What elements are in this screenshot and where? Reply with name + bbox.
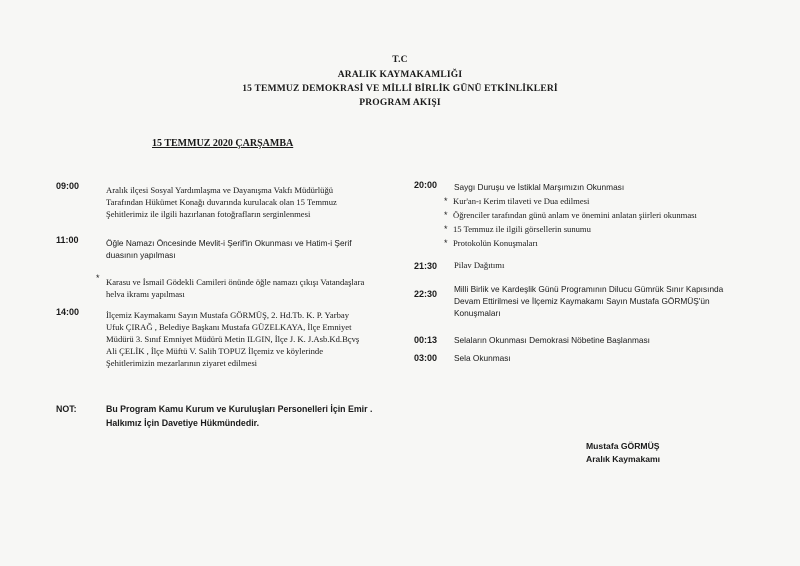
- list-item: * Öğrenciler tarafından günü anlam ve önemini anlatan şiirleri okunması: [444, 210, 697, 220]
- note-line: Halkımız İçin Davetiye Hükmündedir.: [106, 418, 260, 428]
- note-line: Bu Program Kamu Kurum ve Kuruluşları Personelleri İçin Emir .: [106, 404, 373, 414]
- header-event-title: 15 TEMMUZ DEMOKRASİ VE MİLLİ BİRLİK GÜNÜ ETKİNLİKLERİ: [242, 84, 558, 94]
- signatory-title: Aralık Kaymakamı: [586, 454, 661, 464]
- text-line: Aralık ilçesi Sosyal Yardımlaşma ve Dayanışma Vakfı Müdürlüğü: [106, 185, 334, 195]
- event-2000-title: Saygı Duruşu ve İstiklal Marşımızın Okunması: [454, 182, 625, 192]
- text-line: Ufuk ÇIRAĞ , Belediye Başkanı Mustafa GÜZELKAYA, İlçe Emniyet: [106, 322, 352, 332]
- note-text: [106, 402, 372, 430]
- signature-block: [586, 440, 660, 466]
- header-institution: ARALIK KAYMAKAMLIĞI: [337, 70, 463, 80]
- text-line: Tarafından Hükümet Konağı duvarında kurulacak olan 15 Temmuz: [106, 197, 337, 207]
- text-line: helva ikramı yapılması: [106, 289, 185, 299]
- event-1100-text: [106, 237, 352, 261]
- bullet-asterisk: *: [96, 273, 100, 283]
- list-item: * Kur'an-ı Kerim tilaveti ve Dua edilmesi: [444, 196, 590, 206]
- event-2000-bullets: [444, 195, 697, 249]
- time-2130: 21:30: [414, 261, 438, 271]
- list-item: * Protokolün Konuşmaları: [444, 238, 538, 248]
- list-item-text: 15 Temmuz ile ilgili görsellerin sunumu: [453, 224, 591, 234]
- list-item-text: Protokolün Konuşmaları: [453, 238, 538, 248]
- text-line: Müdürü 3. Sınıf Emniyet Müdürü Metin ILGIN, İlçe J. K. J.Asb.Kd.Bçvş: [106, 334, 360, 344]
- event-2130-text: Pilav Dağıtımı: [454, 260, 505, 270]
- text-line: Şehitlerimiz ile ilgili hazırlanan fotoğrafların serginlenmesi: [106, 209, 311, 219]
- text-line: Devam Ettirilmesi ve İlçemiz Kaymakamı Sayın Mustafa GÖRMÜŞ'ün: [454, 296, 710, 306]
- program-date: 15 TEMMUZ 2020 ÇARŞAMBA: [152, 138, 294, 149]
- text-line: Karasu ve İsmail Gödekli Camileri önünde öğle namazı çıkışı Vatandaşlara: [106, 277, 365, 287]
- note-label: NOT:: [56, 404, 77, 414]
- event-2230-text: [454, 283, 723, 319]
- time-1400: 14:00: [56, 307, 80, 317]
- text-line: Öğle Namazı Öncesinde Mevlit-i Şerif'in Okunması ve Hatim-i Şerif: [106, 238, 352, 248]
- text-line: İlçemiz Kaymakamı Sayın Mustafa GÖRMÜŞ, 2. Hd.Tb. K. P. Yarbay: [106, 310, 349, 320]
- event-0900-text: [106, 184, 337, 220]
- event-1400-text: [106, 309, 359, 369]
- time-0013: 00:13: [414, 335, 438, 345]
- text-line: Şehitlerimizin mezarlarının ziyaret edilmesi: [106, 358, 258, 368]
- event-helva-text: [106, 276, 364, 300]
- event-0013-text: Selaların Okunması Demokrasi Nöbetine Başlanması: [454, 335, 650, 345]
- list-item-text: Öğrenciler tarafından günü anlam ve önemini anlatan şiirleri okunması: [453, 210, 697, 220]
- time-1100: 11:00: [56, 235, 79, 245]
- time-0900: 09:00: [56, 181, 80, 191]
- text-line: duasının yapılması: [106, 250, 176, 260]
- list-item: * 15 Temmuz ile ilgili görsellerin sunumu: [444, 224, 591, 234]
- header-tc: T.C: [392, 55, 408, 65]
- time-2000: 20:00: [414, 180, 438, 190]
- text-line: Ali ÇELİK , İlçe Müftü V. Salih TOPUZ İlçemiz ve köylerinde: [106, 346, 324, 356]
- text-line: Konuşmaları: [454, 308, 501, 318]
- time-2230: 22:30: [414, 289, 438, 299]
- list-item-text: Kur'an-ı Kerim tilaveti ve Dua edilmesi: [453, 196, 590, 206]
- header-program-flow: PROGRAM AKIŞI: [359, 98, 441, 108]
- time-0300: 03:00: [414, 353, 438, 363]
- event-0300-text: Sela Okunması: [454, 353, 511, 363]
- text-line: Milli Birlik ve Kardeşlik Günü Programının Dilucu Gümrük Sınır Kapısında: [454, 284, 724, 294]
- signatory-name: Mustafa GÖRMÜŞ: [586, 441, 660, 451]
